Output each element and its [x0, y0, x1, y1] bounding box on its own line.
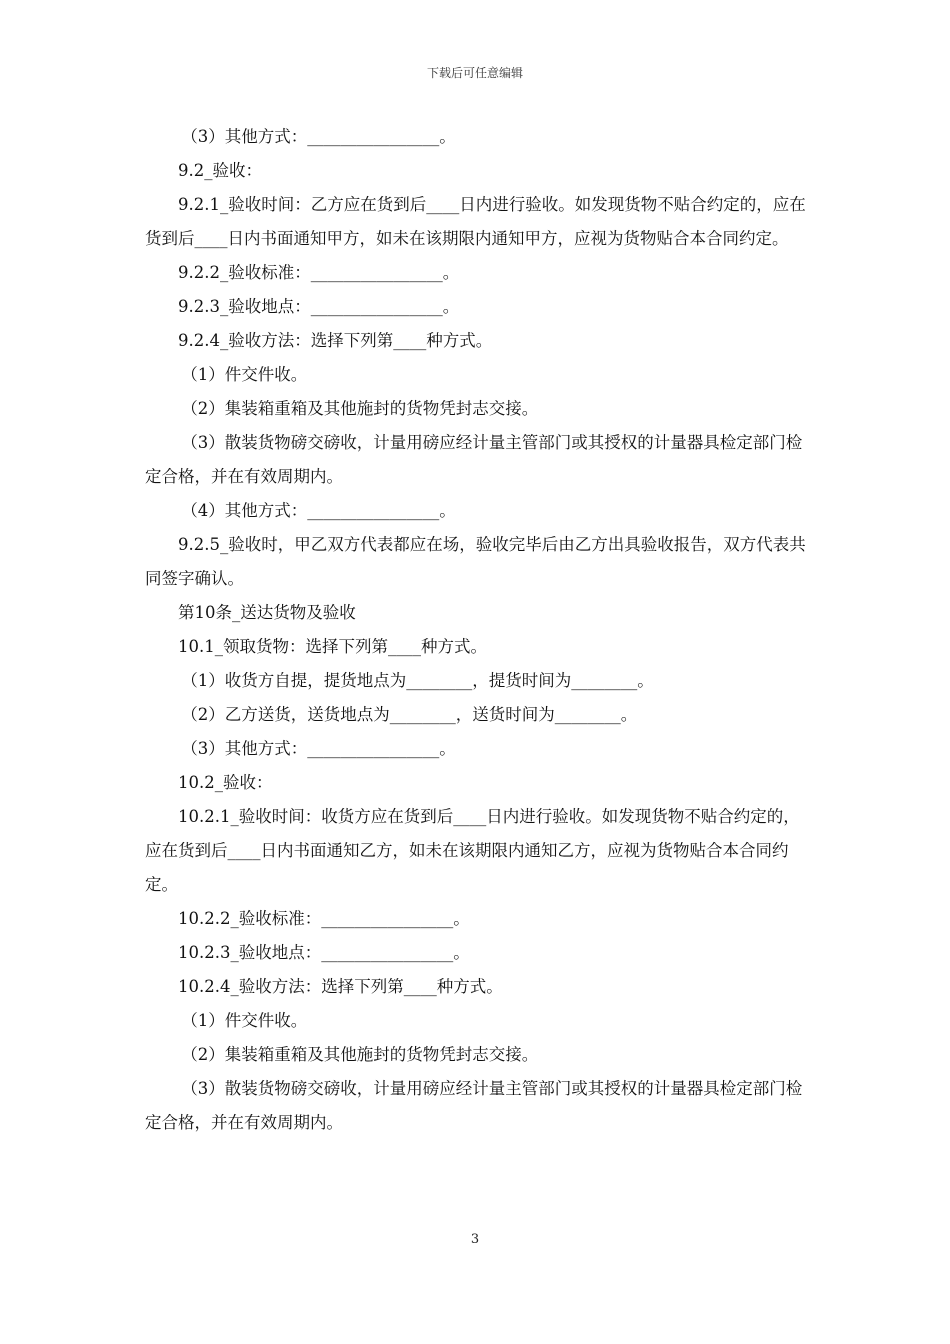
paragraph: （2）乙方送货，送货地点为________，送货时间为________。 — [181, 705, 638, 724]
paragraph: 9.2.1_验收时间：乙方应在货到后____日内进行验收。如发现货物不贴合约定的，应在货到后____日内书面通知甲方，如未在该期限内通知甲方，应视为货物贴合本合同约定。 — [145, 195, 806, 248]
paragraph: （4）其他方式：________________。 — [181, 501, 456, 520]
paragraph: 10.2.2_验收标准：________________。 — [178, 909, 470, 928]
page-number: 3 — [470, 1232, 480, 1247]
page-header: 下载后可任意编辑 — [426, 66, 523, 80]
paragraph: 9.2.4_验收方法：选择下列第____种方式。 — [178, 331, 493, 350]
paragraph: 9.2.5_验收时，甲乙双方代表都应在场，验收完毕后由乙方出具验收报告，双方代表共同签字确认。 — [145, 535, 806, 588]
paragraph: （2）集装箱重箱及其他施封的货物凭封志交接。 — [181, 1045, 539, 1064]
paragraph: （3）散装货物磅交磅收，计量用磅应经计量主管部门或其授权的计量器具检定部门检定合格，并在有效周期内。 — [145, 1079, 803, 1132]
paragraph: （1）件交件收。 — [181, 1011, 308, 1030]
paragraph: 10.1_领取货物：选择下列第____种方式。 — [178, 637, 487, 656]
paragraph: （1）件交件收。 — [181, 365, 308, 384]
paragraph: 10.2.1_验收时间：收货方应在货到后____日内进行验收。如发现货物不贴合约定的，应在货到后____日内书面通知乙方，如未在该期限内通知乙方，应视为货物贴合本合同约定。 — [145, 807, 800, 894]
paragraph: （3）其他方式：________________。 — [181, 127, 456, 146]
paragraph: 10.2.3_验收地点：________________。 — [178, 943, 470, 962]
paragraph: 9.2.3_验收地点：________________。 — [178, 297, 460, 316]
paragraph: 9.2_验收： — [178, 161, 262, 180]
section-heading: 第10条_送达货物及验收 — [178, 603, 356, 622]
paragraph: 10.2.4_验收方法：选择下列第____种方式。 — [178, 977, 503, 996]
paragraph: （3）其他方式：________________。 — [181, 739, 456, 758]
paragraph: （2）集装箱重箱及其他施封的货物凭封志交接。 — [181, 399, 539, 418]
paragraph: （1）收货方自提，提货地点为________，提货时间为________。 — [181, 671, 654, 690]
document-body — [145, 120, 810, 1140]
paragraph: 9.2.2_验收标准：________________。 — [178, 263, 460, 282]
paragraph: （3）散装货物磅交磅收，计量用磅应经计量主管部门或其授权的计量器具检定部门检定合格，并在有效周期内。 — [145, 433, 803, 486]
paragraph: 10.2_验收： — [178, 773, 273, 792]
